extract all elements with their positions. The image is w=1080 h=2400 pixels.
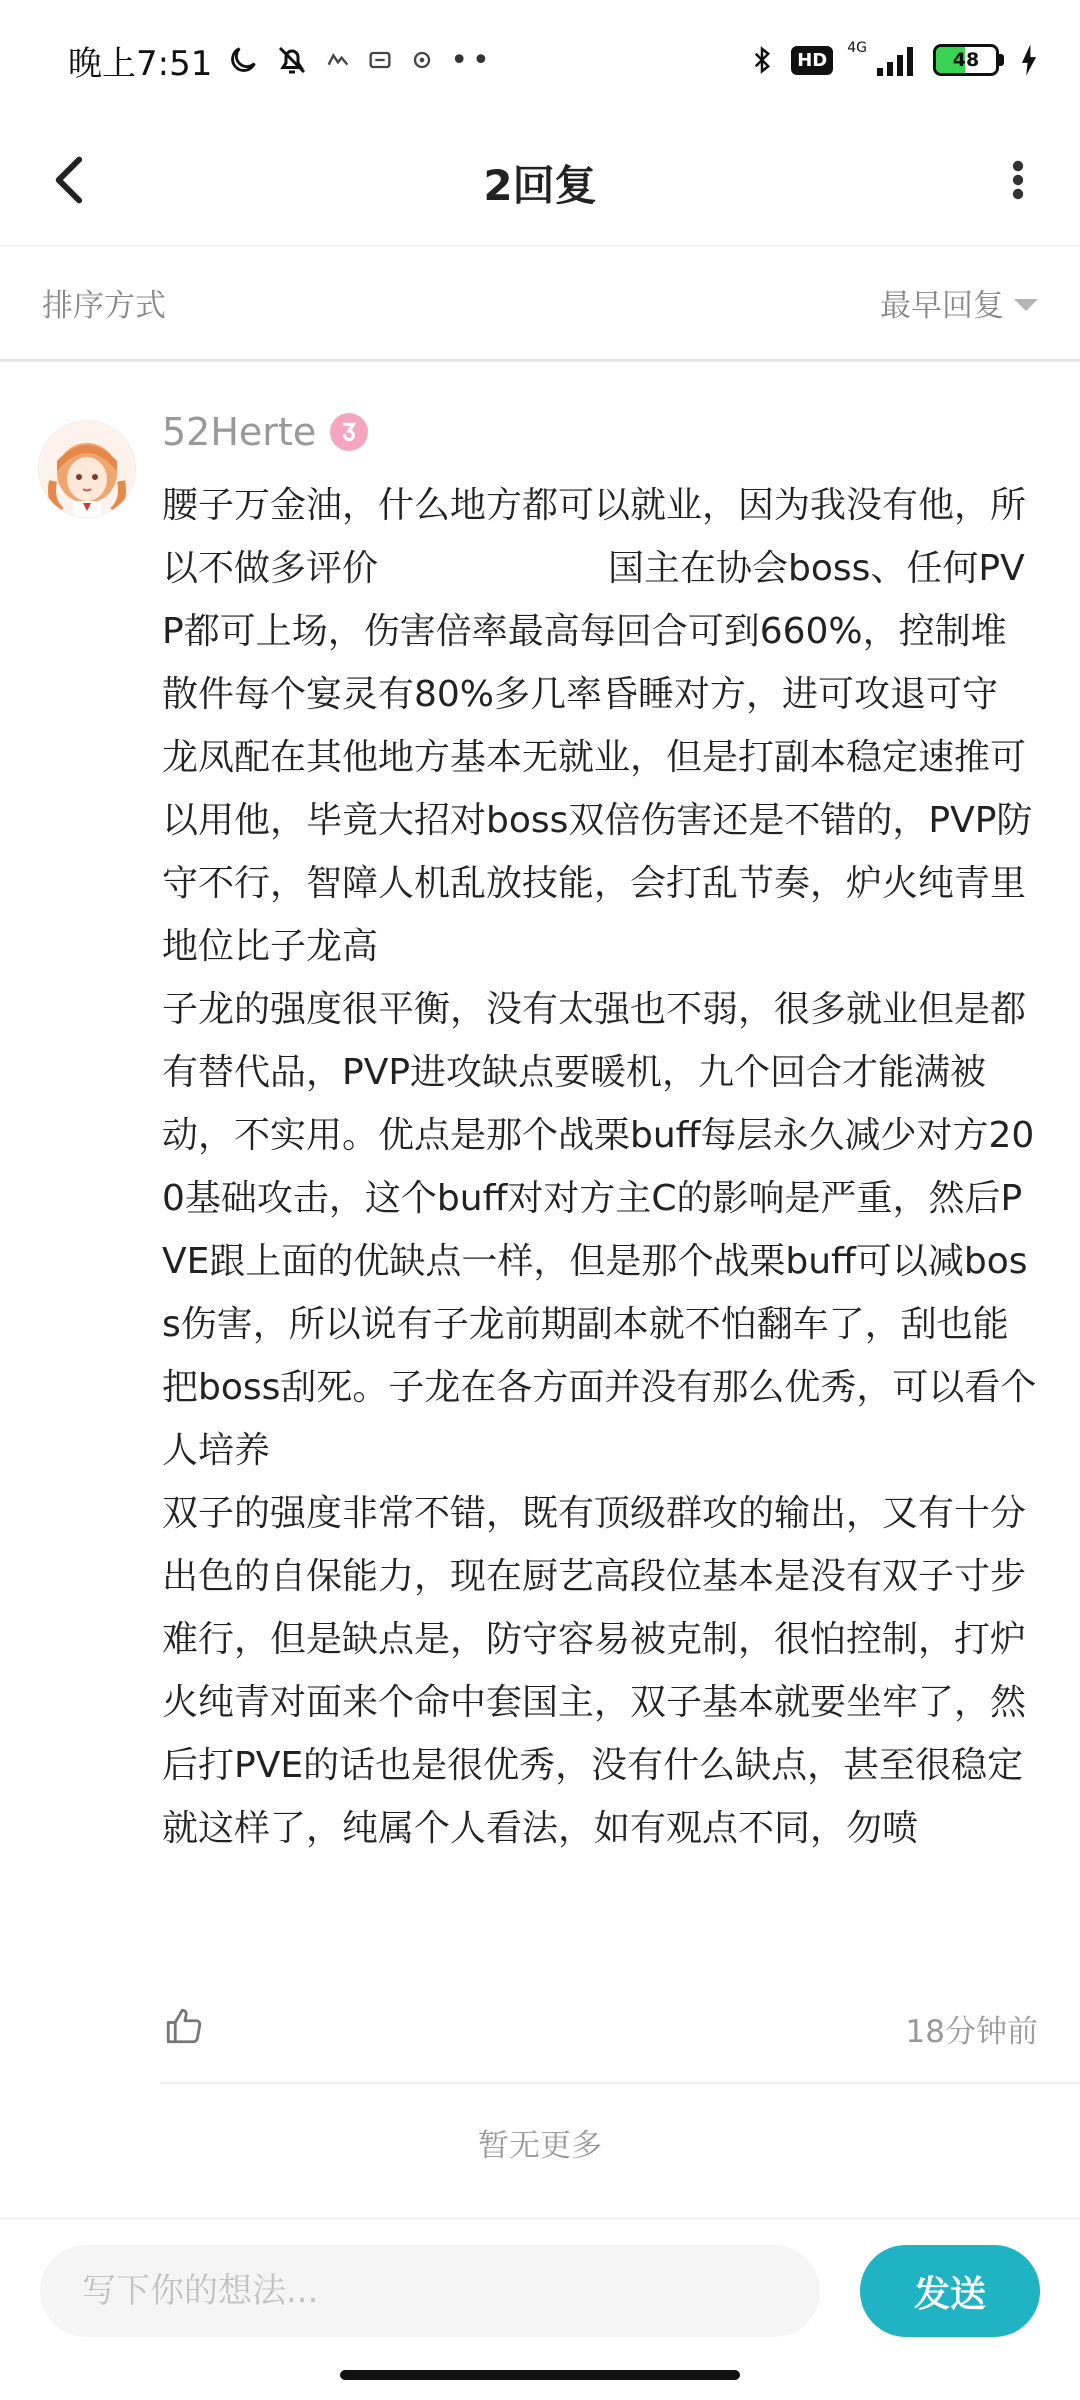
bell-off-icon [274,42,310,78]
comment-paragraph [162,474,1042,726]
sort-bar [0,246,1080,362]
sort-selected-value: 最早回复 [880,288,1004,324]
sort-label: 排序方式 [42,288,166,324]
comment-paragraph: 双子的强度非常不错，既有顶级群攻的输出，又有十分出色的自保能力，现在厨艺高段位基本是没有双子寸步难行，但是缺点是，防守容易被克制，很怕控制，打炉火纯青对面来个命中套国主，双子基本就要坐牢了，然后打PVE的话也是很优秀，没有什么缺点，甚至很稳定 [162,1493,1027,1786]
battery-level: 48 [952,49,980,71]
divider [160,2082,1080,2084]
comment-text [162,474,1042,1860]
comment-paragraph: 龙凤配在其他地方基本无就业，但是打副本稳定速推可以用他，毕竟大招对boss双倍伤害还是不错的，PVP防守不行，智障人机乱放技能，会打乱节奏，炉火纯青里地位比子龙高 [162,737,1033,967]
status-bar-right [747,42,1040,78]
reply-input[interactable] [40,2245,820,2337]
bluetooth-icon [747,42,777,78]
comment-item [0,364,1080,2084]
page-title: 2回复 [483,160,597,210]
network-type-label: 4G [847,40,867,56]
status-bar [0,0,1080,120]
like-button[interactable] [160,2002,208,2050]
header [0,120,1080,246]
username-row [162,410,368,454]
battery-icon [933,44,1004,76]
comment-paragraph-part: 国主在协会boss、任何PVP都可上场，伤害倍率最高每回合可到660%，控制堆散件每个宴灵有80%多几率昏睡对方，进可攻退可守 [162,548,1025,715]
home-indicator[interactable] [340,2370,740,2380]
thumbs-up-icon [163,2005,205,2047]
moon-icon [226,43,260,77]
comment-paragraph: 就这样了，纯属个人看法，如有观点不同，勿喷 [162,1808,919,1849]
more-notifications-icon: •• [450,42,494,78]
dropdown-triangle-icon [1014,299,1038,311]
user-level-badge-icon [330,413,368,451]
status-time: 晚上7:51 [68,43,213,84]
more-options-button[interactable] [986,148,1050,212]
anime-avatar-icon [39,421,135,517]
notification-app-icon [366,46,394,74]
reply-bar [0,2218,1080,2359]
comment-paragraph: 子龙的强度很平衡，没有太强也不弱，很多就业但是都有替代品，PVP进攻缺点要暖机，九个回合才能满被动，不实用。优点是那个战栗buff每层永久减少对方200基础攻击，这个buff对对方主C的影响是严重，然后PVE跟上面的优缺点一样，但是那个战栗buff可以减boss伤害，所以说有子龙前期副本就不怕翻车了，刮也能把boss刮死。子龙在各方面并没有那么优秀，可以看个人培养 [162,989,1037,1471]
avatar[interactable] [38,420,136,518]
signal-icon [875,44,919,76]
charging-icon [1018,43,1040,77]
comment-paragraph-part: 腰子万金油，什么地方都可以就业，因为我没有他，所以不做多评价 [162,485,1027,589]
comment-timestamp: 18分钟前 [905,2014,1038,2050]
send-button[interactable]: 发送 [860,2245,1040,2337]
status-bar-left [68,36,494,85]
hd-voice-icon: HD [791,46,833,75]
more-vertical-icon [1012,160,1024,200]
sort-dropdown[interactable] [880,280,1038,325]
end-of-list-text: 暂无更多 [478,2128,602,2164]
notification-app-icon [408,46,436,74]
username[interactable]: 52Herte [162,410,317,454]
notification-app-icon [324,46,352,74]
